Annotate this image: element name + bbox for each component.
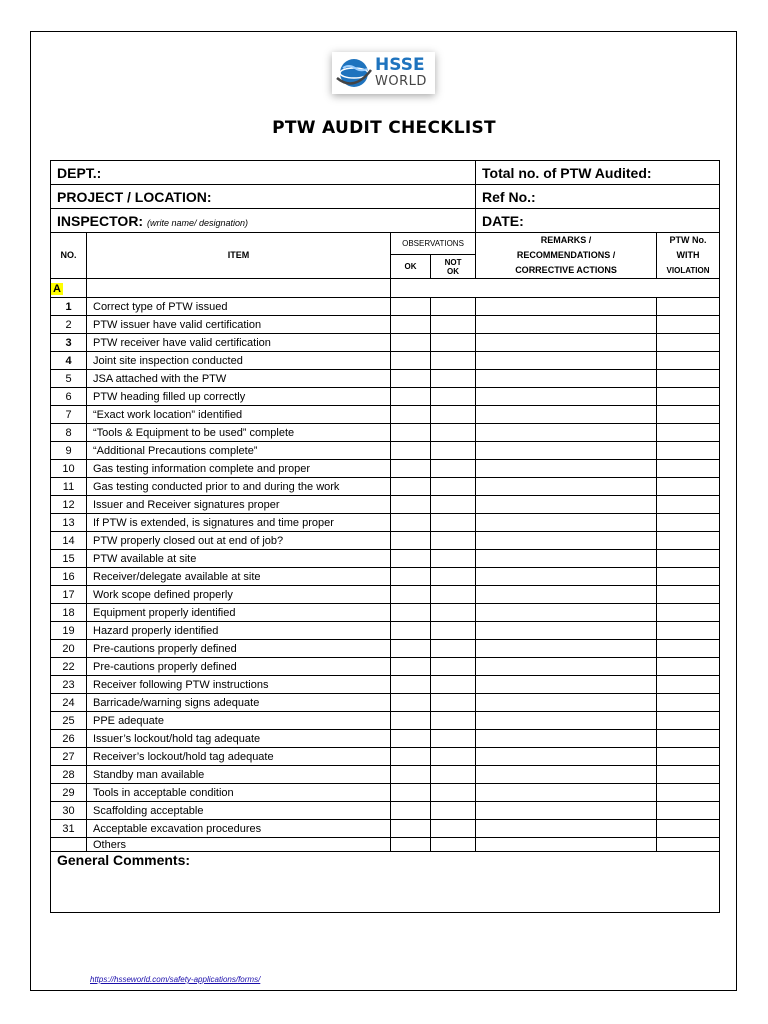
not-ok-checkbox-cell[interactable] (431, 316, 476, 334)
not-ok-checkbox-cell[interactable] (431, 784, 476, 802)
ptw-violation-cell[interactable] (657, 802, 720, 820)
not-ok-line-1: NOT (444, 257, 462, 267)
not-ok-checkbox-cell[interactable] (431, 298, 476, 316)
remarks-cell[interactable] (476, 676, 657, 694)
checklist-row (51, 388, 720, 406)
row-item-text: “Exact work location” identified (87, 406, 391, 424)
others-row (51, 838, 720, 852)
ptw-violation-cell[interactable] (657, 640, 720, 658)
checklist-row (51, 658, 720, 676)
ptw-violation-cell[interactable] (657, 388, 720, 406)
row-number: 12 (51, 496, 87, 514)
ok-checkbox-cell[interactable] (391, 478, 431, 496)
row-item-text: Barricade/warning signs adequate (87, 694, 391, 712)
row-number: 17 (51, 586, 87, 604)
others-number (51, 838, 87, 852)
checklist-row (51, 334, 720, 352)
ptw-violation-cell[interactable] (657, 496, 720, 514)
ok-checkbox-cell[interactable] (391, 442, 431, 460)
not-ok-checkbox-cell[interactable] (431, 514, 476, 532)
not-ok-checkbox-cell[interactable] (431, 712, 476, 730)
ptw-violation-cell[interactable] (657, 298, 720, 316)
checklist-row (51, 532, 720, 550)
document-title: PTW AUDIT CHECKLIST (272, 118, 496, 138)
checklist-row (51, 316, 720, 334)
col-header-not-ok (431, 255, 476, 279)
dept-field[interactable]: DEPT.: (51, 161, 476, 185)
checklist-row (51, 640, 720, 658)
ptw-line-1: PTW No. (669, 235, 707, 245)
row-item-text: PTW available at site (87, 550, 391, 568)
not-ok-checkbox-cell[interactable] (431, 802, 476, 820)
remarks-cell[interactable] (476, 388, 657, 406)
row-number: 3 (51, 334, 87, 352)
row-number: 26 (51, 730, 87, 748)
remarks-cell[interactable] (476, 568, 657, 586)
section-empty-item (87, 279, 391, 298)
row-item-text: Equipment properly identified (87, 604, 391, 622)
row-number: 20 (51, 640, 87, 658)
ok-checkbox-cell[interactable] (391, 568, 431, 586)
section-label: A (53, 283, 61, 295)
ok-checkbox-cell[interactable] (391, 838, 431, 852)
col-header-remarks (476, 233, 657, 279)
row-number: 4 (51, 352, 87, 370)
inspector-note: (write name/ designation) (146, 217, 249, 228)
ptw-violation-cell[interactable] (657, 424, 720, 442)
ok-checkbox-cell[interactable] (391, 694, 431, 712)
remarks-cell[interactable] (476, 352, 657, 370)
remarks-cell[interactable] (476, 532, 657, 550)
not-ok-checkbox-cell[interactable] (431, 568, 476, 586)
checklist-row (51, 424, 720, 442)
checklist-row (51, 766, 720, 784)
remarks-cell[interactable] (476, 460, 657, 478)
not-ok-checkbox-cell[interactable] (431, 640, 476, 658)
row-item-text: JSA attached with the PTW (87, 370, 391, 388)
row-number: 13 (51, 514, 87, 532)
remarks-cell[interactable] (476, 712, 657, 730)
row-item-text: PTW heading filled up correctly (87, 388, 391, 406)
row-item-text: “Tools & Equipment to be used” complete (87, 424, 391, 442)
row-number: 25 (51, 712, 87, 730)
section-cell (51, 279, 87, 298)
ptw-violation-cell[interactable] (657, 532, 720, 550)
not-ok-checkbox-cell[interactable] (431, 604, 476, 622)
ok-checkbox-cell[interactable] (391, 748, 431, 766)
remarks-cell[interactable] (476, 838, 657, 852)
not-ok-checkbox-cell[interactable] (431, 406, 476, 424)
row-item-text: Pre-cautions properly defined (87, 640, 391, 658)
row-number: 29 (51, 784, 87, 802)
ptw-violation-cell[interactable] (657, 748, 720, 766)
row-item-text: Issuer and Receiver signatures proper (87, 496, 391, 514)
remarks-cell[interactable] (476, 298, 657, 316)
not-ok-checkbox-cell[interactable] (431, 352, 476, 370)
remarks-cell[interactable] (476, 820, 657, 838)
section-empty (391, 279, 720, 298)
ok-checkbox-cell[interactable] (391, 316, 431, 334)
ptw-violation-cell[interactable] (657, 784, 720, 802)
ptw-violation-cell[interactable] (657, 514, 720, 532)
checklist-row (51, 550, 720, 568)
row-number: 9 (51, 442, 87, 460)
ptw-line-3: VIOLATION (666, 266, 710, 275)
not-ok-checkbox-cell[interactable] (431, 370, 476, 388)
remarks-cell[interactable] (476, 748, 657, 766)
checklist-row (51, 712, 720, 730)
ok-checkbox-cell[interactable] (391, 784, 431, 802)
ok-checkbox-cell[interactable] (391, 496, 431, 514)
ptw-violation-cell[interactable] (657, 316, 720, 334)
ptw-violation-cell[interactable] (657, 712, 720, 730)
row-number: 11 (51, 478, 87, 496)
logo-text-bottom: WORLD (375, 74, 427, 89)
ptw-violation-cell[interactable] (657, 370, 720, 388)
inspector-label: INSPECTOR: (57, 212, 144, 229)
globe-icon (335, 56, 373, 90)
remarks-cell[interactable] (476, 316, 657, 334)
ptw-violation-cell[interactable] (657, 460, 720, 478)
ptw-violation-cell[interactable] (657, 730, 720, 748)
ok-checkbox-cell[interactable] (391, 406, 431, 424)
ok-checkbox-cell[interactable] (391, 424, 431, 442)
remarks-cell[interactable] (476, 622, 657, 640)
not-ok-checkbox-cell[interactable] (431, 334, 476, 352)
ptw-violation-cell[interactable] (657, 352, 720, 370)
row-item-text: Receiver’s lockout/hold tag adequate (87, 748, 391, 766)
ptw-violation-cell[interactable] (657, 604, 720, 622)
remarks-cell[interactable] (476, 334, 657, 352)
not-ok-checkbox-cell[interactable] (431, 496, 476, 514)
row-item-text: Work scope defined properly (87, 586, 391, 604)
row-number: 22 (51, 658, 87, 676)
remarks-cell[interactable] (476, 370, 657, 388)
general-comments-field[interactable]: General Comments: (51, 852, 720, 913)
ok-checkbox-cell[interactable] (391, 514, 431, 532)
row-item-text: Scaffolding acceptable (87, 802, 391, 820)
ptw-violation-cell[interactable] (657, 442, 720, 460)
ok-checkbox-cell[interactable] (391, 352, 431, 370)
others-label: Others (87, 838, 391, 852)
checklist-row (51, 694, 720, 712)
remarks-cell[interactable] (476, 694, 657, 712)
row-item-text: Hazard properly identified (87, 622, 391, 640)
checklist-row (51, 802, 720, 820)
ptw-violation-cell[interactable] (657, 820, 720, 838)
row-number: 1 (51, 298, 87, 316)
remarks-line-1: REMARKS / (540, 235, 592, 245)
row-item-text: PTW receiver have valid certification (87, 334, 391, 352)
not-ok-checkbox-cell[interactable] (431, 388, 476, 406)
project-location-field[interactable]: PROJECT / LOCATION: (51, 185, 476, 209)
row-number: 10 (51, 460, 87, 478)
not-ok-checkbox-cell[interactable] (431, 658, 476, 676)
remarks-cell[interactable] (476, 550, 657, 568)
ok-checkbox-cell[interactable] (391, 460, 431, 478)
row-number: 28 (51, 766, 87, 784)
row-item-text: PPE adequate (87, 712, 391, 730)
row-item-text: Receiver following PTW instructions (87, 676, 391, 694)
row-item-text: Issuer’s lockout/hold tag adequate (87, 730, 391, 748)
not-ok-checkbox-cell[interactable] (431, 838, 476, 852)
remarks-cell[interactable] (476, 802, 657, 820)
row-item-text: “Additional Precautions complete” (87, 442, 391, 460)
row-number: 24 (51, 694, 87, 712)
not-ok-checkbox-cell[interactable] (431, 766, 476, 784)
ok-checkbox-cell[interactable] (391, 604, 431, 622)
ok-checkbox-cell[interactable] (391, 676, 431, 694)
remarks-cell[interactable] (476, 406, 657, 424)
not-ok-checkbox-cell[interactable] (431, 748, 476, 766)
footer-link[interactable]: https://hsseworld.com/safety-applications/forms/ (90, 975, 261, 984)
remarks-cell[interactable] (476, 766, 657, 784)
checklist-row (51, 604, 720, 622)
not-ok-checkbox-cell[interactable] (431, 676, 476, 694)
row-item-text: Standby man available (87, 766, 391, 784)
ptw-violation-cell[interactable] (657, 568, 720, 586)
checklist-row (51, 352, 720, 370)
row-number: 5 (51, 370, 87, 388)
row-number: 23 (51, 676, 87, 694)
checklist-row (51, 820, 720, 838)
ok-checkbox-cell[interactable] (391, 298, 431, 316)
row-item-text: Gas testing information complete and proper (87, 460, 391, 478)
remarks-cell[interactable] (476, 784, 657, 802)
checklist-row (51, 478, 720, 496)
remarks-cell[interactable] (476, 658, 657, 676)
row-item-text: Correct type of PTW issued (87, 298, 391, 316)
not-ok-checkbox-cell[interactable] (431, 442, 476, 460)
ok-checkbox-cell[interactable] (391, 802, 431, 820)
row-number: 19 (51, 622, 87, 640)
logo-text-top: HSSE (375, 55, 425, 75)
ptw-violation-cell[interactable] (657, 406, 720, 424)
not-ok-checkbox-cell[interactable] (431, 460, 476, 478)
row-number: 27 (51, 748, 87, 766)
remarks-cell[interactable] (476, 478, 657, 496)
checklist-row (51, 586, 720, 604)
row-number: 7 (51, 406, 87, 424)
col-header-ok: OK (391, 255, 431, 279)
checklist-row (51, 748, 720, 766)
checklist-row (51, 784, 720, 802)
remarks-cell[interactable] (476, 604, 657, 622)
checklist-row (51, 514, 720, 532)
checklist-row (51, 568, 720, 586)
row-number: 8 (51, 424, 87, 442)
remarks-cell[interactable] (476, 424, 657, 442)
ok-checkbox-cell[interactable] (391, 712, 431, 730)
checklist-row (51, 406, 720, 424)
remarks-cell[interactable] (476, 442, 657, 460)
ok-checkbox-cell[interactable] (391, 388, 431, 406)
ok-checkbox-cell[interactable] (391, 658, 431, 676)
remarks-cell[interactable] (476, 496, 657, 514)
row-item-text: Tools in acceptable condition (87, 784, 391, 802)
row-item-text: If PTW is extended, is signatures and time proper (87, 514, 391, 532)
ptw-violation-cell[interactable] (657, 658, 720, 676)
col-header-ptw-violation (657, 233, 720, 279)
not-ok-checkbox-cell[interactable] (431, 424, 476, 442)
row-item-text: PTW issuer have valid certification (87, 316, 391, 334)
ok-checkbox-cell[interactable] (391, 550, 431, 568)
total-audited-field[interactable]: Total no. of PTW Audited: (476, 161, 720, 185)
ok-checkbox-cell[interactable] (391, 622, 431, 640)
row-number: 15 (51, 550, 87, 568)
row-number: 6 (51, 388, 87, 406)
date-field[interactable]: DATE: (476, 209, 720, 233)
ok-checkbox-cell[interactable] (391, 640, 431, 658)
ptw-violation-cell[interactable] (657, 676, 720, 694)
ptw-violation-cell[interactable] (657, 586, 720, 604)
not-ok-checkbox-cell[interactable] (431, 532, 476, 550)
ptw-violation-cell[interactable] (657, 694, 720, 712)
checklist-row (51, 496, 720, 514)
ok-checkbox-cell[interactable] (391, 532, 431, 550)
ptw-violation-cell[interactable] (657, 838, 720, 852)
ok-checkbox-cell[interactable] (391, 766, 431, 784)
not-ok-checkbox-cell[interactable] (431, 586, 476, 604)
ptw-violation-cell[interactable] (657, 478, 720, 496)
checklist-row (51, 442, 720, 460)
checklist-row (51, 676, 720, 694)
ok-checkbox-cell[interactable] (391, 820, 431, 838)
remarks-cell[interactable] (476, 514, 657, 532)
audit-checklist-table (50, 160, 720, 913)
checklist-row (51, 370, 720, 388)
row-item-text: Receiver/delegate available at site (87, 568, 391, 586)
inspector-field[interactable] (51, 209, 476, 233)
ok-checkbox-cell[interactable] (391, 586, 431, 604)
ptw-violation-cell[interactable] (657, 334, 720, 352)
checklist-row (51, 622, 720, 640)
general-comments-row (51, 852, 720, 913)
col-header-item: ITEM (87, 233, 391, 279)
not-ok-checkbox-cell[interactable] (431, 622, 476, 640)
col-header-no: NO. (51, 233, 87, 279)
ref-no-field[interactable]: Ref No.: (476, 185, 720, 209)
not-ok-checkbox-cell[interactable] (431, 550, 476, 568)
row-item-text: Joint site inspection conducted (87, 352, 391, 370)
not-ok-checkbox-cell[interactable] (431, 478, 476, 496)
checklist-row (51, 460, 720, 478)
row-number: 16 (51, 568, 87, 586)
row-number: 31 (51, 820, 87, 838)
row-item-text: Pre-cautions properly defined (87, 658, 391, 676)
remarks-cell[interactable] (476, 730, 657, 748)
row-number: 18 (51, 604, 87, 622)
row-item-text: Gas testing conducted prior to and during the work (87, 478, 391, 496)
checklist-row (51, 730, 720, 748)
row-item-text: Acceptable excavation procedures (87, 820, 391, 838)
remarks-cell[interactable] (476, 640, 657, 658)
row-number: 14 (51, 532, 87, 550)
remarks-line-3: CORRECTIVE ACTIONS (515, 265, 617, 275)
ok-checkbox-cell[interactable] (391, 334, 431, 352)
ptw-line-2: WITH (676, 250, 700, 260)
remarks-line-2: RECOMMENDATIONS / (516, 250, 616, 260)
ptw-violation-cell[interactable] (657, 622, 720, 640)
ptw-violation-cell[interactable] (657, 766, 720, 784)
row-number: 2 (51, 316, 87, 334)
ok-checkbox-cell[interactable] (391, 370, 431, 388)
col-header-observations: OBSERVATIONS (391, 233, 476, 255)
hsse-world-logo (332, 52, 435, 94)
checklist-row (51, 298, 720, 316)
not-ok-checkbox-cell[interactable] (431, 820, 476, 838)
not-ok-line-2: OK (447, 266, 460, 276)
not-ok-checkbox-cell[interactable] (431, 694, 476, 712)
not-ok-checkbox-cell[interactable] (431, 730, 476, 748)
row-number: 30 (51, 802, 87, 820)
ptw-violation-cell[interactable] (657, 550, 720, 568)
row-item-text: PTW properly closed out at end of job? (87, 532, 391, 550)
remarks-cell[interactable] (476, 586, 657, 604)
ok-checkbox-cell[interactable] (391, 730, 431, 748)
